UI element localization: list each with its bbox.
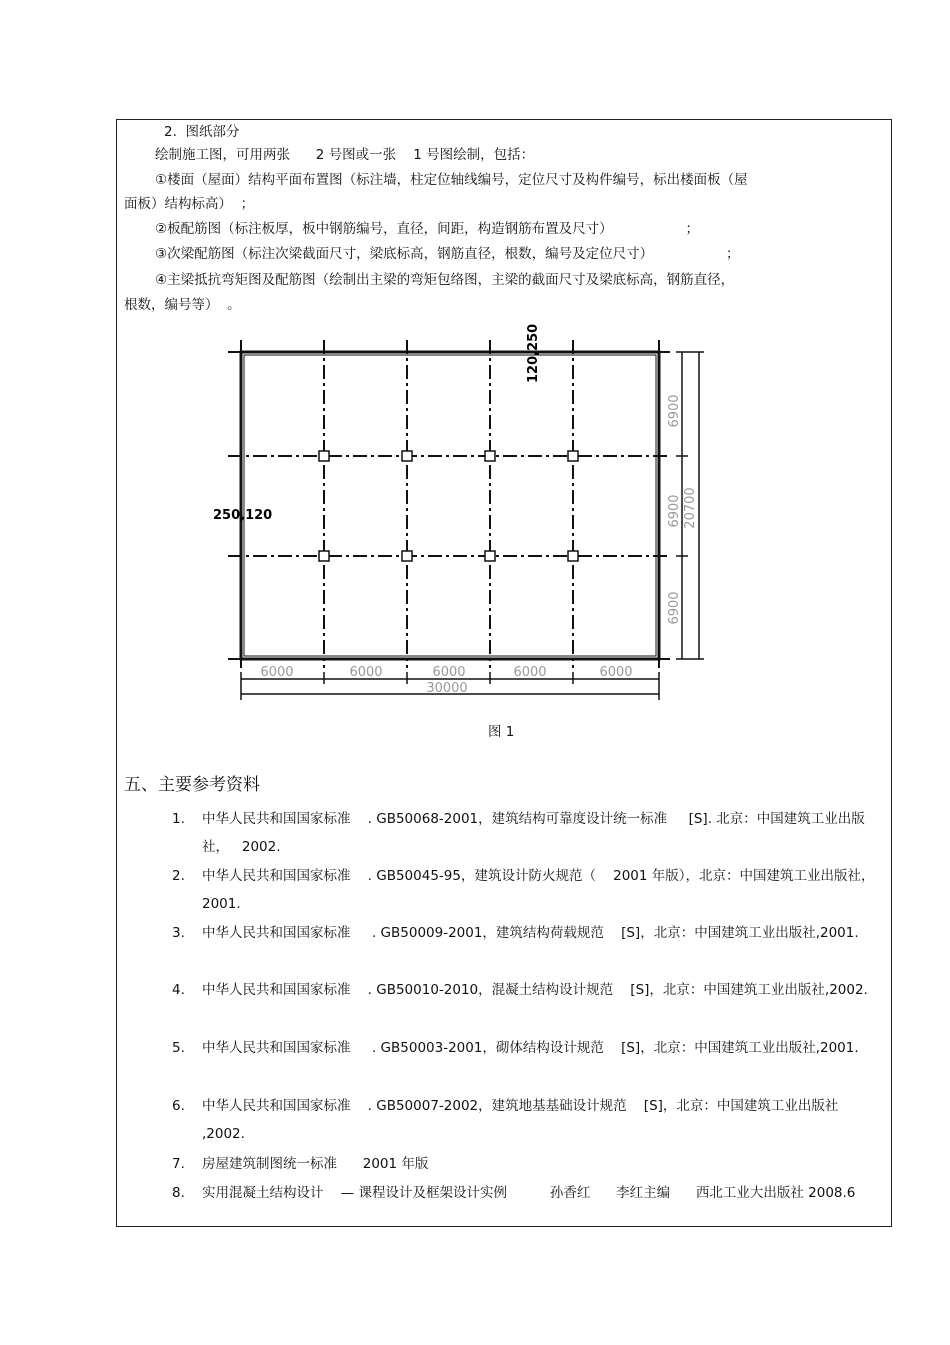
column [485, 451, 495, 461]
drawing-item-2: ②板配筋图（标注板厚，板中钢筋编号，直径，间距，构造钢筋布置及尺寸） ； [155, 221, 700, 237]
reference-text: 中华人民共和国国家标准 . GB50010-2010，混凝土结构设计规范 [S]，北京：中国建筑工业出版社,2002. [202, 982, 868, 998]
bay-width-label: 6000 [599, 665, 633, 680]
horizontal-axis-lines [228, 456, 670, 556]
column [319, 551, 329, 561]
total-width-label: 30000 [426, 681, 468, 696]
reference-text: 中华人民共和国国家标准 . GB50068-2001，建筑结构可靠度设计统一标准 [S]. 北京：中国建筑工业出版社， 2002. [202, 811, 865, 855]
reference-text: 中华人民共和国国家标准 . GB50003-2001，砌体结构设计规范 [S]，北京：中国建筑工业出版社,2001. [202, 1040, 859, 1056]
bay-height-labels [667, 394, 682, 624]
reference-number: 6. [172, 1098, 185, 1114]
column [402, 451, 412, 461]
outer-wall-inner-line [244, 355, 656, 656]
reference-number: 5. [172, 1040, 185, 1056]
vertical-axis-lines [324, 340, 573, 668]
bay-width-label: 6000 [513, 665, 547, 680]
reference-text: 实用混凝土结构设计 — 课程设计及框架设计实例 孙香红 李红主编 西北工业大出版社 2008.6 [202, 1185, 856, 1201]
reference-text: 房屋建筑制图统一标准 2001 年版 [202, 1156, 429, 1172]
column [485, 551, 495, 561]
bay-height-label: 6900 [667, 394, 682, 428]
column [402, 551, 412, 561]
outer-wall [241, 352, 659, 659]
total-height-label: 20700 [683, 487, 698, 529]
bay-width-labels [260, 665, 632, 680]
bay-width-label: 6000 [260, 665, 294, 680]
column [568, 451, 578, 461]
edge-axis-ticks [228, 340, 670, 668]
wall-label-left: 250,120 [213, 508, 273, 523]
reference-text: 中华人民共和国国家标准 . GB50045-95，建筑设计防火规范（ 2001 年版），北京：中国建筑工业出版社， 2001. [202, 868, 888, 912]
bay-width-label: 6000 [432, 665, 466, 680]
bay-width-label: 6000 [349, 665, 383, 680]
column [319, 451, 329, 461]
columns [319, 451, 578, 561]
drawing-item-4-line1: ④主梁抵抗弯矩图及配筋图（绘制出主梁的弯矩包络图，主梁的截面尺寸及梁底标高，钢筋直径， [155, 272, 735, 288]
reference-number: 8. [172, 1185, 185, 1201]
bay-height-label: 6900 [667, 494, 682, 528]
bay-height-label: 6900 [667, 591, 682, 625]
drawing-item-1-line1: ①楼面（屋面）结构平面布置图（标注墙，柱定位轴线编号，定位尺寸及构件编号，标出楼面板（屋 [155, 172, 748, 188]
reference-number: 4. [172, 982, 185, 998]
reference-number: 7. [172, 1156, 185, 1172]
drawing-item-1-line2: 面板）结构标高） ； [124, 196, 255, 212]
drawing-item-3: ③次梁配筋图（标注次梁截面尺寸，梁底标高，钢筋直径，根数，编号及定位尺寸） ； [155, 246, 740, 262]
references-title: 五、主要参考资料 [124, 775, 260, 795]
wall-label-top: 120,250 [526, 323, 541, 383]
drawings-heading: 2. 图纸部分 [164, 124, 240, 140]
drawings-intro: 绘制施工图，可用两张 2 号图或一张 1 号图绘制，包括： [155, 147, 535, 163]
reference-number: 1. [172, 811, 185, 827]
drawing-item-4-line2: 根数，编号等） 。 [124, 297, 241, 313]
reference-text: 中华人民共和国国家标准 . GB50009-2001，建筑结构荷载规范 [S]，北京：中国建筑工业出版社,2001. [202, 925, 859, 941]
reference-number: 2. [172, 868, 185, 884]
reference-number: 3. [172, 925, 185, 941]
figure-caption: 图 1 [488, 724, 515, 740]
column [568, 551, 578, 561]
reference-text: 中华人民共和国国家标准 . GB50007-2002，建筑地基基础设计规范 [S]，北京：中国建筑工业出版社 ,2002. [202, 1098, 843, 1142]
